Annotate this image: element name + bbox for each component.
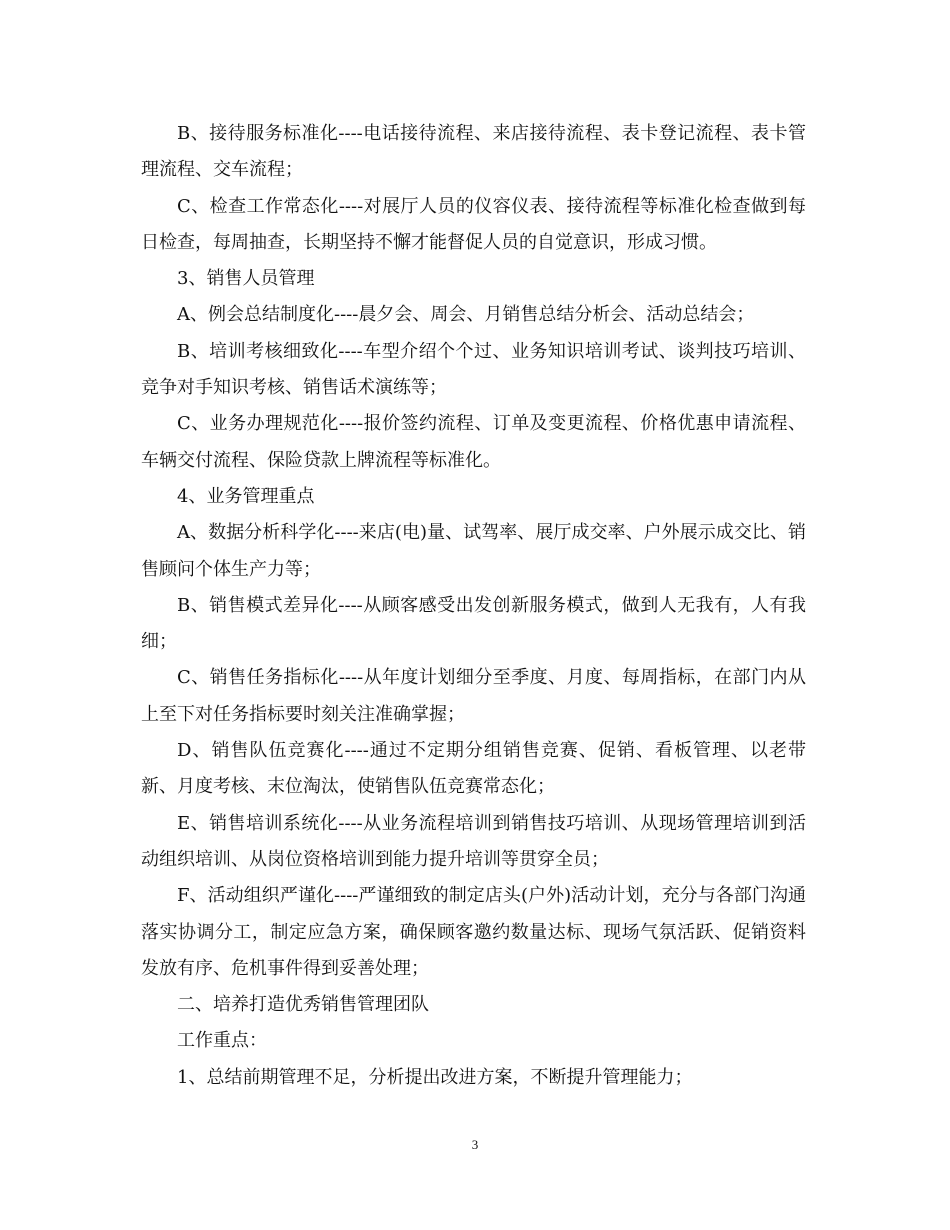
paragraph-activity-organization: F、活动组织严谨化----严谨细致的制定店头(户外)活动计划，充分与各部门沟通落实协调分工，制定应急方案，确保顾客邀约数量达标、现场气氛活跃、促销资料发放有序、危机事件得到妥善处理；: [141, 885, 806, 979]
paragraph-sales-model: B、销售模式差异化----从顾客感受出发创新服务模式，做到人无我有，人有我细；: [141, 594, 806, 653]
page-number: 3: [471, 1137, 479, 1152]
paragraph-sales-competition: D、销售队伍竞赛化----通过不定期分组销售竞赛、促销、看板管理、以老带新、月度考核、末位淘汰，使销售队伍竞赛常态化；: [141, 740, 806, 798]
paragraph-sales-targets: C、销售任务指标化----从年度计划细分至季度、月度、每周指标，在部门内从上至下对任务指标要时刻关注准确掌握；: [141, 667, 806, 725]
heading-business-management-focus: 4、业务管理重点: [177, 485, 315, 507]
paragraph-meeting-summary: A、例会总结制度化----晨夕会、周会、月销售总结分析会、活动总结会；: [177, 304, 755, 326]
paragraph-summarize-shortcomings: 1、总结前期管理不足，分析提出改进方案，不断提升管理能力；: [177, 1066, 693, 1088]
heading-management-team: 二、培养打造优秀销售管理团队: [177, 994, 429, 1016]
paragraph-sales-training: E、销售培训系统化----从业务流程培训到销售技巧培训、从现场管理培训到活动组织培训、从岗位资格培训到能力提升培训等贯穿全员；: [141, 812, 806, 870]
paragraph-data-analysis: A、数据分析科学化----来店(电)量、试驾率、展厅成交率、户外展示成交比、销售顾问个体生产力等；: [141, 522, 806, 580]
paragraph-reception-standardization: B、接待服务标准化----电话接待流程、来店接待流程、表卡登记流程、表卡管理流程、交车流程；: [141, 123, 806, 181]
paragraph-business-handling: C、业务办理规范化----报价签约流程、订单及变更流程、价格优惠申请流程、车辆交付流程、保险贷款上牌流程等标准化。: [141, 413, 806, 471]
document-body: [141, 116, 806, 1096]
heading-sales-staff-management: 3、销售人员管理: [177, 268, 315, 290]
paragraph-training-assessment: B、培训考核细致化----车型介绍个个过、业务知识培训考试、谈判技巧培训、竞争对手知识考核、销售话术演练等；: [141, 340, 806, 399]
paragraph-inspection-routine: C、检查工作常态化----对展厅人员的仪容仪表、接待流程等标准化检查做到每日检查，每周抽查，长期坚持不懈才能督促人员的自觉意识，形成习惯。: [141, 195, 806, 253]
heading-work-focus: 工作重点：: [177, 1030, 267, 1052]
